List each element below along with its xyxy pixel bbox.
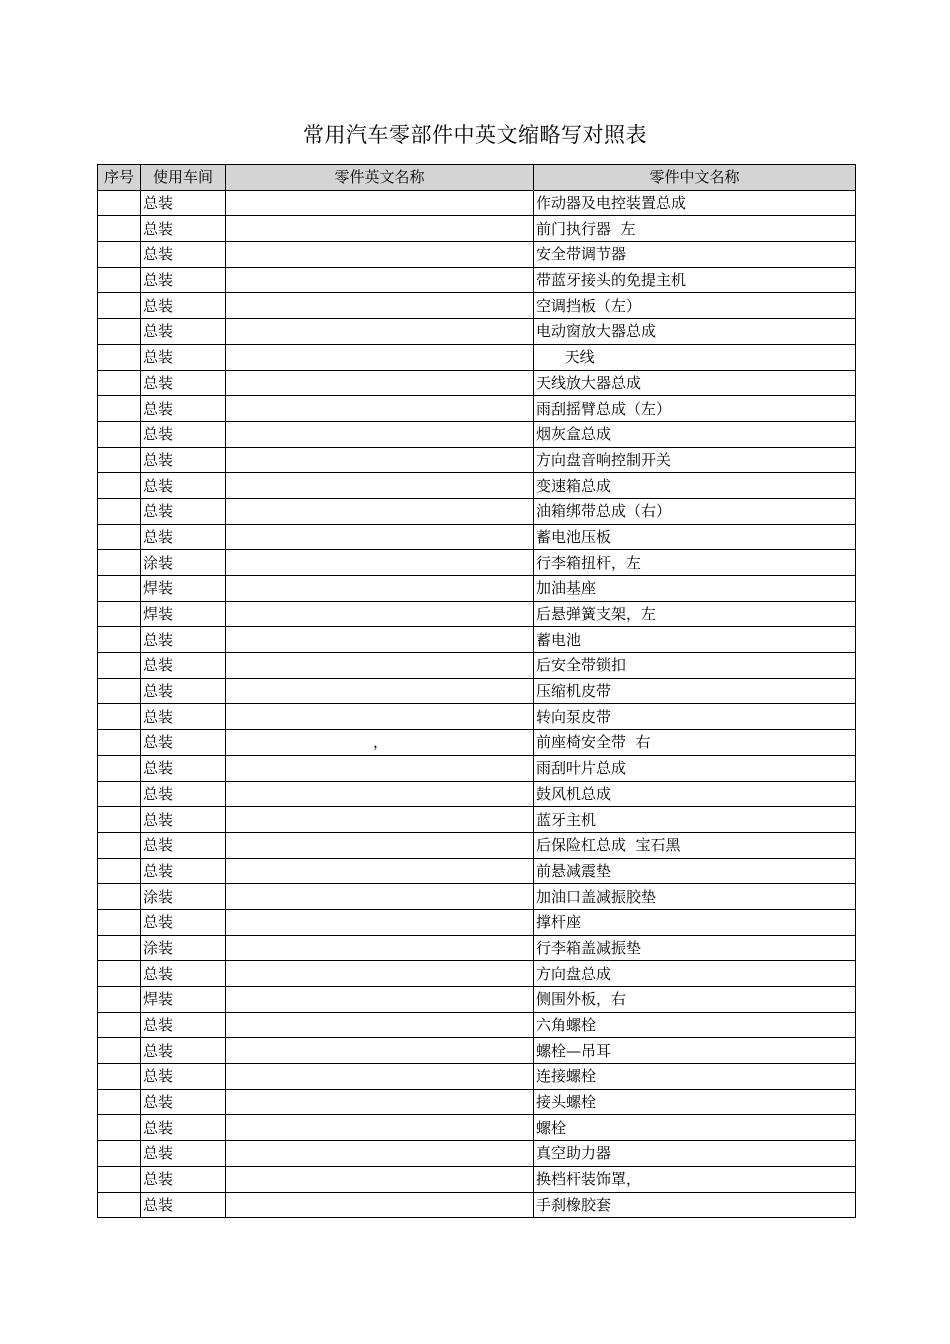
document-title: 常用汽车零部件中英文缩略写对照表: [303, 123, 647, 147]
cell-workshop: 总装: [141, 1115, 226, 1141]
cell-seq: [98, 1115, 141, 1141]
cell-seq: [98, 421, 141, 447]
table-header-row: [98, 165, 856, 191]
table-row: [98, 1141, 856, 1167]
cell-english-name: [226, 1192, 534, 1218]
cell-english-name: ，: [226, 730, 534, 756]
cell-workshop: 焊装: [141, 576, 226, 602]
cell-chinese-name: 天线放大器总成: [534, 370, 856, 396]
table-row: [98, 781, 856, 807]
cell-english-name: [226, 1166, 534, 1192]
table-row: [98, 1012, 856, 1038]
cell-chinese-name: 行李箱扭杆，左: [534, 550, 856, 576]
cell-chinese-name: 安全带调节器: [534, 242, 856, 268]
cell-seq: [98, 987, 141, 1013]
cell-english-name: [226, 884, 534, 910]
cell-workshop: 总装: [141, 293, 226, 319]
cell-english-name: [226, 370, 534, 396]
table-row: [98, 884, 856, 910]
cell-english-name: [226, 781, 534, 807]
table-row: [98, 421, 856, 447]
parts-table: [97, 164, 856, 1218]
cell-seq: [98, 832, 141, 858]
cell-english-name: [226, 396, 534, 422]
cell-english-name: [226, 447, 534, 473]
cell-english-name: [226, 267, 534, 293]
table-row: [98, 344, 856, 370]
table-row: [98, 832, 856, 858]
cell-english-name: [226, 319, 534, 345]
table-row: [98, 935, 856, 961]
cell-english-name: [226, 1064, 534, 1090]
cell-workshop: 总装: [141, 421, 226, 447]
table-row: [98, 704, 856, 730]
cell-workshop: 总装: [141, 447, 226, 473]
cell-english-name: [226, 190, 534, 216]
cell-workshop: 总装: [141, 1192, 226, 1218]
cell-english-name: [226, 550, 534, 576]
cell-chinese-name: 蓝牙主机: [534, 807, 856, 833]
cell-chinese-name: 手刹橡胶套: [534, 1192, 856, 1218]
cell-chinese-name: 油箱绑带总成（右）: [534, 498, 856, 524]
cell-workshop: 总装: [141, 627, 226, 653]
cell-workshop: 总装: [141, 678, 226, 704]
cell-seq: [98, 550, 141, 576]
cell-workshop: 总装: [141, 1166, 226, 1192]
cell-chinese-name: 螺栓—吊耳: [534, 1038, 856, 1064]
cell-workshop: 总装: [141, 1012, 226, 1038]
cell-seq: [98, 704, 141, 730]
cell-seq: [98, 781, 141, 807]
cell-english-name: [226, 473, 534, 499]
cell-seq: [98, 242, 141, 268]
cell-english-name: [226, 498, 534, 524]
cell-workshop: 涂装: [141, 884, 226, 910]
cell-seq: [98, 678, 141, 704]
cell-workshop: 总装: [141, 730, 226, 756]
cell-workshop: 总装: [141, 653, 226, 679]
cell-chinese-name: 蓄电池: [534, 627, 856, 653]
table-row: [98, 498, 856, 524]
cell-seq: [98, 319, 141, 345]
table-row: [98, 473, 856, 499]
cell-workshop: 总装: [141, 1089, 226, 1115]
cell-english-name: [226, 293, 534, 319]
cell-chinese-name: 前悬减震垫: [534, 858, 856, 884]
parts-table-body: [98, 190, 856, 1218]
table-row: [98, 267, 856, 293]
cell-workshop: 涂装: [141, 550, 226, 576]
cell-english-name: [226, 576, 534, 602]
cell-workshop: 总装: [141, 1038, 226, 1064]
cell-english-name: [226, 1089, 534, 1115]
cell-english-name: [226, 653, 534, 679]
cell-seq: [98, 755, 141, 781]
cell-seq: [98, 807, 141, 833]
cell-chinese-name: 转向泵皮带: [534, 704, 856, 730]
cell-chinese-name: 侧围外板，右: [534, 987, 856, 1013]
cell-chinese-name: 真空助力器: [534, 1141, 856, 1167]
cell-chinese-name: 行李箱盖减振垫: [534, 935, 856, 961]
cell-chinese-name: 前座椅安全带 右: [534, 730, 856, 756]
cell-english-name: [226, 1038, 534, 1064]
table-row: [98, 1089, 856, 1115]
cell-english-name: [226, 807, 534, 833]
cell-english-name: [226, 832, 534, 858]
cell-chinese-name: 接头螺栓: [534, 1089, 856, 1115]
cell-seq: [98, 216, 141, 242]
cell-seq: [98, 524, 141, 550]
cell-workshop: 涂装: [141, 935, 226, 961]
table-row: [98, 216, 856, 242]
cell-chinese-name: 方向盘音响控制开关: [534, 447, 856, 473]
cell-chinese-name: 六角螺栓: [534, 1012, 856, 1038]
cell-seq: [98, 344, 141, 370]
cell-chinese-name: 天线: [534, 344, 856, 370]
cell-seq: [98, 1141, 141, 1167]
cell-seq: [98, 601, 141, 627]
table-row: [98, 755, 856, 781]
cell-seq: [98, 370, 141, 396]
cell-workshop: 总装: [141, 242, 226, 268]
cell-workshop: 总装: [141, 473, 226, 499]
cell-seq: [98, 1038, 141, 1064]
cell-english-name: [226, 935, 534, 961]
table-row: [98, 190, 856, 216]
cell-workshop: 总装: [141, 498, 226, 524]
cell-english-name: [226, 987, 534, 1013]
cell-workshop: 总装: [141, 190, 226, 216]
header-english-name: 零件英文名称: [226, 165, 534, 191]
cell-seq: [98, 190, 141, 216]
cell-workshop: 总装: [141, 704, 226, 730]
table-row: [98, 293, 856, 319]
cell-workshop: 总装: [141, 396, 226, 422]
cell-chinese-name: 连接螺栓: [534, 1064, 856, 1090]
cell-workshop: 总装: [141, 807, 226, 833]
cell-workshop: 总装: [141, 1064, 226, 1090]
cell-english-name: [226, 242, 534, 268]
cell-seq: [98, 961, 141, 987]
cell-chinese-name: 电动窗放大器总成: [534, 319, 856, 345]
cell-chinese-name: 烟灰盒总成: [534, 421, 856, 447]
header-chinese-name: 零件中文名称: [534, 165, 856, 191]
cell-chinese-name: 雨刮摇臂总成（左）: [534, 396, 856, 422]
cell-chinese-name: 螺栓: [534, 1115, 856, 1141]
cell-seq: [98, 1166, 141, 1192]
cell-workshop: 总装: [141, 267, 226, 293]
cell-seq: [98, 884, 141, 910]
cell-chinese-name: 前门执行器 左: [534, 216, 856, 242]
cell-english-name: [226, 704, 534, 730]
table-row: [98, 550, 856, 576]
cell-chinese-name: 加油口盖减振胶垫: [534, 884, 856, 910]
cell-chinese-name: 作动器及电控装置总成: [534, 190, 856, 216]
cell-english-name: [226, 421, 534, 447]
cell-chinese-name: 带蓝牙接头的免提主机: [534, 267, 856, 293]
cell-seq: [98, 909, 141, 935]
cell-seq: [98, 473, 141, 499]
cell-seq: [98, 267, 141, 293]
cell-chinese-name: 方向盘总成: [534, 961, 856, 987]
cell-chinese-name: 撑杆座: [534, 909, 856, 935]
table-row: [98, 1038, 856, 1064]
cell-workshop: 总装: [141, 909, 226, 935]
header-workshop: 使用车间: [141, 165, 226, 191]
table-row: [98, 1192, 856, 1218]
cell-chinese-name: 加油基座: [534, 576, 856, 602]
cell-chinese-name: 变速箱总成: [534, 473, 856, 499]
cell-workshop: 焊装: [141, 987, 226, 1013]
cell-workshop: 总装: [141, 832, 226, 858]
cell-chinese-name: 压缩机皮带: [534, 678, 856, 704]
table-row: [98, 627, 856, 653]
table-row: [98, 1115, 856, 1141]
table-row: [98, 370, 856, 396]
cell-workshop: 总装: [141, 781, 226, 807]
cell-workshop: 总装: [141, 961, 226, 987]
cell-english-name: [226, 627, 534, 653]
table-row: [98, 319, 856, 345]
cell-seq: [98, 1012, 141, 1038]
table-row: [98, 1064, 856, 1090]
cell-english-name: [226, 1012, 534, 1038]
cell-english-name: [226, 961, 534, 987]
cell-english-name: [226, 858, 534, 884]
cell-chinese-name: 空调挡板（左）: [534, 293, 856, 319]
cell-chinese-name: 后保险杠总成 宝石黑: [534, 832, 856, 858]
cell-seq: [98, 1064, 141, 1090]
cell-seq: [98, 293, 141, 319]
table-row: [98, 987, 856, 1013]
cell-seq: [98, 1192, 141, 1218]
table-row: [98, 678, 856, 704]
cell-english-name: [226, 216, 534, 242]
table-row: [98, 961, 856, 987]
cell-workshop: 总装: [141, 1141, 226, 1167]
cell-workshop: 总装: [141, 216, 226, 242]
cell-seq: [98, 730, 141, 756]
cell-workshop: 总装: [141, 319, 226, 345]
table-row: [98, 396, 856, 422]
cell-english-name: [226, 755, 534, 781]
table-row: [98, 601, 856, 627]
table-row: [98, 242, 856, 268]
table-row: [98, 576, 856, 602]
table-row: [98, 1166, 856, 1192]
cell-workshop: 总装: [141, 370, 226, 396]
cell-chinese-name: 后安全带锁扣: [534, 653, 856, 679]
cell-seq: [98, 396, 141, 422]
table-row: [98, 447, 856, 473]
cell-english-name: [226, 1141, 534, 1167]
table-row: [98, 524, 856, 550]
cell-english-name: [226, 344, 534, 370]
cell-seq: [98, 447, 141, 473]
cell-english-name: [226, 678, 534, 704]
cell-workshop: 总装: [141, 755, 226, 781]
cell-workshop: 焊装: [141, 601, 226, 627]
table-row: [98, 653, 856, 679]
cell-english-name: [226, 1115, 534, 1141]
cell-chinese-name: 换档杆装饰罩，: [534, 1166, 856, 1192]
cell-seq: [98, 935, 141, 961]
table-row: [98, 730, 856, 756]
cell-chinese-name: 后悬弹簧支架，左: [534, 601, 856, 627]
cell-workshop: 总装: [141, 344, 226, 370]
table-row: [98, 909, 856, 935]
cell-workshop: 总装: [141, 858, 226, 884]
cell-seq: [98, 576, 141, 602]
cell-seq: [98, 653, 141, 679]
cell-chinese-name: 鼓风机总成: [534, 781, 856, 807]
cell-seq: [98, 627, 141, 653]
cell-chinese-name: 蓄电池压板: [534, 524, 856, 550]
table-row: [98, 858, 856, 884]
cell-seq: [98, 498, 141, 524]
cell-english-name: [226, 524, 534, 550]
table-row: [98, 807, 856, 833]
cell-workshop: 总装: [141, 524, 226, 550]
cell-chinese-name: 雨刮叶片总成: [534, 755, 856, 781]
cell-english-name: [226, 909, 534, 935]
cell-english-name: [226, 601, 534, 627]
header-seq: 序号: [98, 165, 141, 191]
cell-seq: [98, 1089, 141, 1115]
cell-seq: [98, 858, 141, 884]
